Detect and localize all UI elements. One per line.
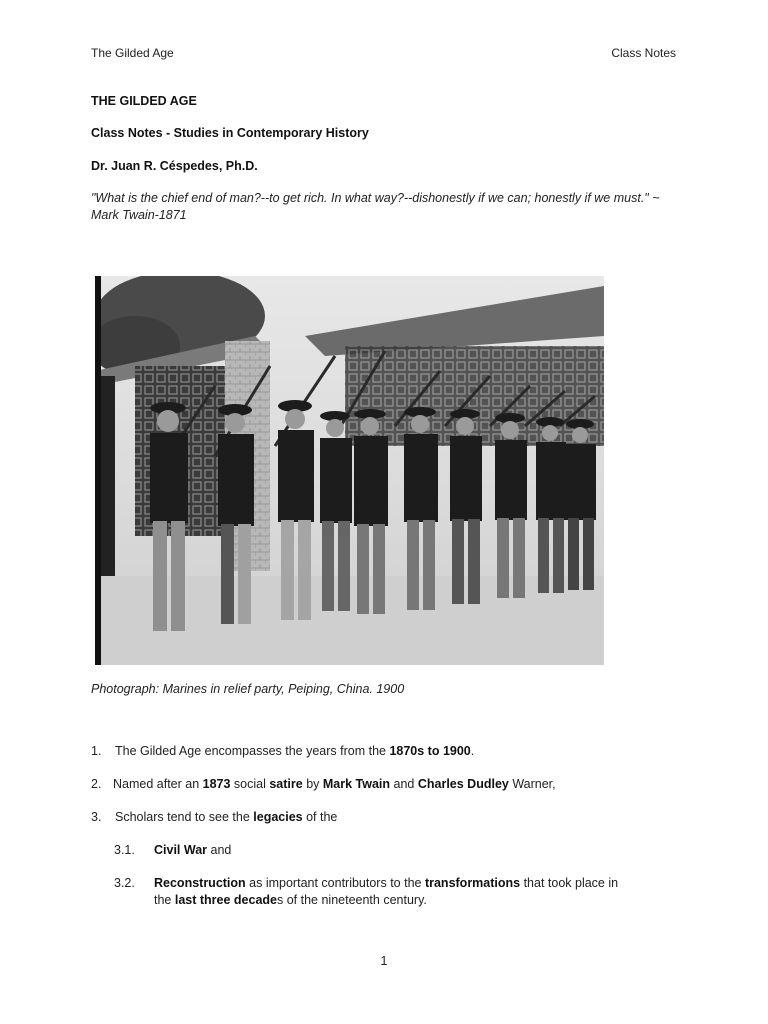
page-number: 1 xyxy=(380,954,388,968)
photo-caption: Photograph: Marines in relief party, Peiping, China. 1900 xyxy=(91,682,405,696)
document-title: THE GILDED AGE xyxy=(91,94,197,108)
marines-photograph xyxy=(95,276,604,665)
list-number: 2. xyxy=(91,777,102,791)
list-number: 1. xyxy=(91,744,102,758)
running-header-right: Class Notes xyxy=(611,46,676,60)
epigraph-quote: "What is the chief end of man?--to get rich. In what way?--dishonestly if we can; honestly if we must." ~ Mark Twain-1871 xyxy=(91,191,660,222)
document-page: The Gilded Age Class Notes THE GILDED AGE Class Notes - Studies in Contemporary History Dr. Juan R. Céspedes, Ph.D. "What is the chief end of man?--to get rich. In what way?--dishonestly if we can; honestly if we must." ~ Mark Twain-1871 Photograph: Marines in relief party, Peiping, China. 1900 1. The Gilded Age encompasses the years from the 1870s to 1900. 2. Named after an 1873 social satire by Mark Twain and Charles Dudley Warner, 3. Scholars tend to see the legacies of the 3.1. Civil War and 3.2. Reconstruction as important contributors to the transformations that took place in the last three decades of the nineteenth century. 1 xyxy=(0,0,768,1024)
running-header-left: The Gilded Age xyxy=(91,46,174,60)
list-item-3-2: 3.2. Reconstruction as important contributors to the transformations that took place in the last three decades of the nineteenth century. xyxy=(114,876,619,907)
list-number: 3.2. xyxy=(114,876,135,890)
author-line: Dr. Juan R. Céspedes, Ph.D. xyxy=(91,159,258,173)
list-number: 3. xyxy=(91,810,102,824)
document-subtitle: Class Notes - Studies in Contemporary History xyxy=(91,126,369,140)
emphasis: 1870s to 1900 xyxy=(389,744,471,758)
list-number: 3.1. xyxy=(114,843,135,857)
